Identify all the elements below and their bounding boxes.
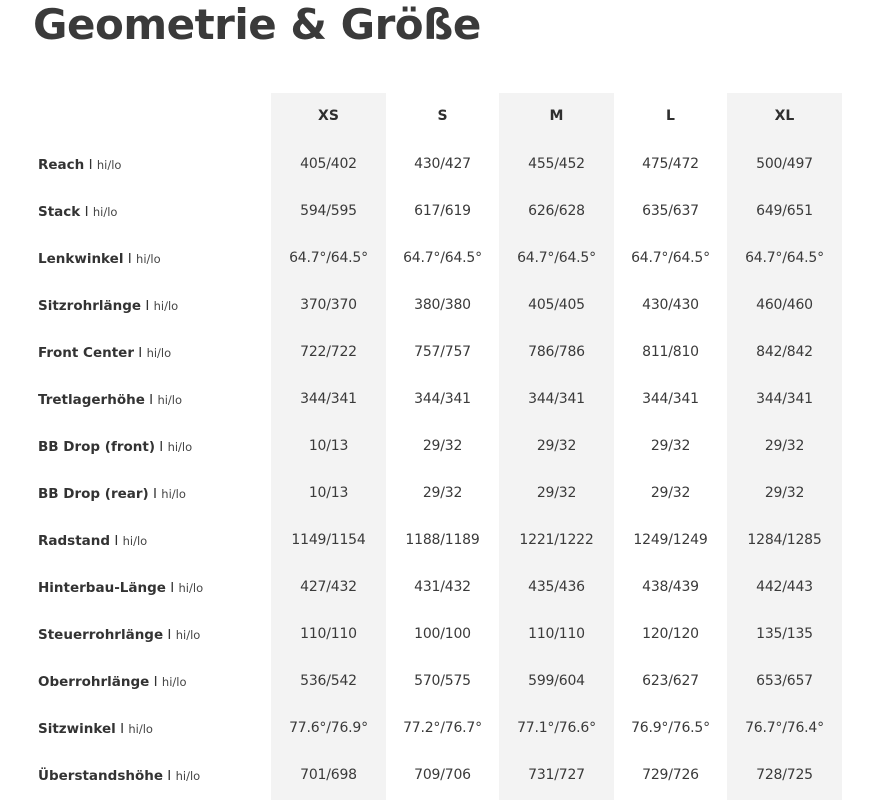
row-label	[38, 765, 200, 786]
table-cell: 405/402	[300, 156, 357, 172]
table-cell: 594/595	[300, 203, 357, 219]
row-label	[38, 577, 203, 598]
table-cell: 344/341	[528, 391, 585, 407]
row-unit: hi/lo	[175, 628, 201, 642]
table-cell: 76.7°/76.4°	[745, 720, 824, 736]
table-cell: 1149/1154	[291, 532, 366, 548]
row-separator: I	[84, 157, 97, 173]
row-separator: I	[163, 768, 176, 784]
table-cell: 29/32	[764, 438, 805, 454]
table-cell: 100/100	[414, 626, 471, 642]
table-cell: 455/452	[528, 156, 585, 172]
row-name: Sitzwinkel	[38, 721, 116, 737]
table-cell: 344/341	[300, 391, 357, 407]
row-name: BB Drop (front)	[38, 439, 155, 455]
table-cell: 120/120	[642, 626, 699, 642]
table-cell: 29/32	[422, 438, 463, 454]
row-separator: I	[148, 486, 162, 502]
page-title: Geometrie & Größe	[33, 0, 481, 49]
table-cell: 460/460	[756, 297, 813, 313]
row-separator: I	[163, 627, 176, 643]
table-cell: 500/497	[756, 156, 813, 172]
row-name: Lenkwinkel	[38, 251, 124, 267]
table-cell: 729/726	[642, 767, 699, 783]
table-cell: 64.7°/64.5°	[745, 250, 824, 266]
row-separator: I	[149, 674, 162, 690]
table-cell: 370/370	[300, 297, 357, 313]
table-cell: 599/604	[528, 673, 585, 689]
row-name: Front Center	[38, 345, 134, 361]
row-label	[38, 436, 192, 457]
table-cell: 626/628	[528, 203, 585, 219]
row-separator: I	[134, 345, 147, 361]
row-label	[38, 342, 171, 363]
row-separator: I	[123, 251, 137, 267]
row-unit: hi/lo	[175, 769, 201, 783]
table-cell: 431/432	[414, 579, 471, 595]
table-cell: 731/727	[528, 767, 585, 783]
row-unit: hi/lo	[178, 581, 204, 595]
table-cell: 29/32	[650, 438, 691, 454]
table-cell: 29/32	[422, 485, 463, 501]
table-cell: 110/110	[300, 626, 357, 642]
table-cell: 1284/1285	[747, 532, 822, 548]
table-cell: 135/135	[756, 626, 813, 642]
table-cell: 110/110	[528, 626, 585, 642]
table-cell: 430/427	[414, 156, 471, 172]
table-cell: 29/32	[536, 438, 577, 454]
table-cell: 536/542	[300, 673, 357, 689]
row-unit: hi/lo	[157, 393, 183, 407]
row-separator: I	[155, 439, 168, 455]
row-separator: I	[144, 392, 158, 408]
table-cell: 757/757	[414, 344, 471, 360]
table-cell: 722/722	[300, 344, 357, 360]
table-cell: 701/698	[300, 767, 357, 783]
table-cell: 344/341	[756, 391, 813, 407]
row-label	[38, 389, 182, 410]
table-cell: 10/13	[308, 485, 349, 501]
row-unit: hi/lo	[153, 299, 179, 313]
row-separator: I	[141, 298, 154, 314]
table-cell: 29/32	[536, 485, 577, 501]
row-name: Oberrohrlänge	[38, 674, 150, 690]
row-name: Stack	[38, 204, 81, 220]
table-cell: 344/341	[414, 391, 471, 407]
row-unit: hi/lo	[167, 440, 193, 454]
table-cell: 617/619	[414, 203, 471, 219]
table-cell: 728/725	[756, 767, 813, 783]
table-cell: 649/651	[756, 203, 813, 219]
table-cell: 77.2°/76.7°	[403, 720, 482, 736]
row-unit: hi/lo	[161, 675, 187, 689]
table-cell: 438/439	[642, 579, 699, 595]
row-separator: I	[165, 580, 179, 596]
row-name: Steuerrohrlänge	[38, 627, 164, 643]
row-name: Tretlagerhöhe	[38, 392, 145, 408]
table-cell: 76.9°/76.5°	[631, 720, 710, 736]
table-cell: 635/637	[642, 203, 699, 219]
table-cell: 442/443	[756, 579, 813, 595]
row-unit: hi/lo	[136, 252, 161, 266]
table-cell: 77.1°/76.6°	[517, 720, 596, 736]
row-separator: I	[115, 721, 129, 737]
row-name: Überstandshöhe	[38, 768, 164, 784]
table-cell: 435/436	[528, 579, 585, 595]
row-unit: hi/lo	[122, 534, 148, 548]
table-cell: 29/32	[764, 485, 805, 501]
row-label	[38, 624, 200, 645]
row-separator: I	[110, 533, 123, 549]
row-unit: hi/lo	[96, 158, 122, 172]
table-cell: 64.7°/64.5°	[289, 250, 368, 266]
table-cell: 77.6°/76.9°	[289, 720, 368, 736]
row-name: Hinterbau-Länge	[38, 580, 166, 596]
table-cell: 1221/1222	[519, 532, 594, 548]
row-name: BB Drop (rear)	[38, 486, 149, 502]
table-cell: 653/657	[756, 673, 813, 689]
size-header-xl: XL	[774, 108, 795, 124]
row-unit: hi/lo	[92, 205, 118, 219]
table-cell: 344/341	[642, 391, 699, 407]
row-label	[38, 201, 117, 222]
row-label	[38, 248, 161, 269]
table-cell: 1188/1189	[405, 532, 480, 548]
row-label	[38, 483, 186, 504]
row-unit: hi/lo	[146, 346, 172, 360]
row-name: Sitzrohrlänge	[38, 298, 142, 314]
table-cell: 570/575	[414, 673, 471, 689]
table-cell: 1249/1249	[633, 532, 708, 548]
table-cell: 623/627	[642, 673, 699, 689]
size-header-xs: XS	[318, 108, 339, 124]
table-cell: 811/810	[642, 344, 699, 360]
row-unit: hi/lo	[161, 487, 186, 501]
table-cell: 475/472	[642, 156, 699, 172]
row-unit: hi/lo	[128, 722, 153, 736]
table-cell: 709/706	[414, 767, 471, 783]
row-name: Reach	[38, 157, 85, 173]
table-cell: 64.7°/64.5°	[517, 250, 596, 266]
table-cell: 405/405	[528, 297, 585, 313]
table-cell: 430/430	[642, 297, 699, 313]
table-cell: 786/786	[528, 344, 585, 360]
row-label	[38, 530, 147, 551]
table-cell: 10/13	[308, 438, 349, 454]
row-label	[38, 671, 187, 692]
row-separator: I	[80, 204, 93, 220]
table-cell: 380/380	[414, 297, 471, 313]
row-label	[38, 718, 153, 739]
row-label	[38, 154, 121, 175]
size-header-s: S	[437, 108, 448, 124]
row-name: Radstand	[38, 533, 111, 549]
table-cell: 64.7°/64.5°	[403, 250, 482, 266]
table-cell: 64.7°/64.5°	[631, 250, 710, 266]
size-header-l: L	[666, 108, 675, 124]
size-header-m: M	[549, 108, 564, 124]
table-cell: 842/842	[756, 344, 813, 360]
table-cell: 427/432	[300, 579, 357, 595]
table-cell: 29/32	[650, 485, 691, 501]
row-label	[38, 295, 178, 316]
